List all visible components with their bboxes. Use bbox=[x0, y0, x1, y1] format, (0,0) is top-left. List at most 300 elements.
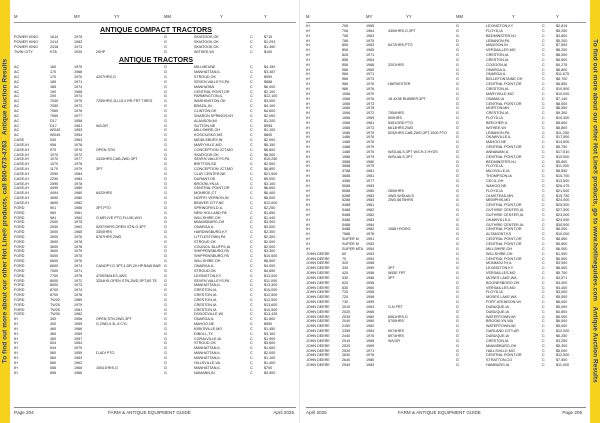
make: FORD bbox=[14, 297, 25, 302]
condition: G bbox=[164, 302, 167, 307]
condition: G bbox=[456, 159, 459, 164]
issue-date: April 2025 bbox=[306, 410, 327, 415]
location: MARYVILLE,MO bbox=[194, 142, 222, 147]
year: 1958 bbox=[366, 280, 375, 285]
make: JOHN DEERE bbox=[306, 358, 330, 363]
sale-type: C bbox=[250, 331, 253, 336]
make: CASE-IH bbox=[14, 181, 29, 186]
price: $8,550 bbox=[556, 169, 568, 174]
model: 2010 bbox=[342, 304, 351, 309]
price: $1,293 bbox=[264, 39, 276, 44]
make: CASE-IH bbox=[14, 142, 29, 147]
notes: G,N FRT bbox=[388, 304, 403, 309]
model: 3788 bbox=[342, 169, 351, 174]
price: $26,475 bbox=[556, 183, 570, 188]
make: FORD bbox=[14, 254, 25, 259]
location: GUTHRIE CENTER,IA bbox=[486, 208, 524, 213]
make: JOHN DEERE bbox=[306, 300, 330, 305]
model: 4490 bbox=[50, 186, 59, 191]
year: 1969 bbox=[366, 67, 375, 72]
model: 856 bbox=[342, 62, 349, 67]
year: 1981 bbox=[366, 120, 375, 125]
price: $6,600 bbox=[264, 147, 276, 152]
year: 1956 bbox=[74, 317, 83, 322]
price: $13,000 bbox=[264, 273, 278, 278]
location: CLAY CENTER,NE bbox=[194, 171, 226, 176]
price: $2,300 bbox=[264, 234, 276, 239]
model: 2510 bbox=[342, 338, 351, 343]
model: 170 bbox=[50, 70, 57, 75]
model: 5488 bbox=[342, 217, 351, 222]
make: FORD bbox=[14, 249, 25, 254]
sale-type: C bbox=[250, 65, 253, 70]
year: 1982 bbox=[366, 208, 375, 213]
notes: HARVESTER bbox=[388, 82, 411, 87]
year: 1980 bbox=[74, 186, 83, 191]
location: FLOYD,IA bbox=[486, 28, 503, 33]
year: 1976 bbox=[74, 108, 83, 113]
location: CONCEPTION JCT,MO bbox=[194, 167, 233, 172]
sale-type: C bbox=[542, 67, 545, 72]
condition: G bbox=[164, 84, 167, 89]
condition: G bbox=[456, 348, 459, 353]
model: 970 bbox=[50, 147, 57, 152]
make: AC bbox=[14, 123, 20, 128]
price: $2,000 bbox=[264, 351, 276, 356]
make: IH bbox=[14, 331, 18, 336]
sale-type: C bbox=[542, 280, 545, 285]
make: FORD bbox=[14, 312, 25, 317]
price: $4,600 bbox=[556, 309, 568, 314]
price: $24,000 bbox=[556, 217, 570, 222]
model: 2090 bbox=[50, 171, 59, 176]
sale-type: C bbox=[542, 358, 545, 363]
model: 966 bbox=[342, 72, 349, 77]
make: CASE-IH bbox=[14, 191, 29, 196]
notes: 7250HRS,11L15.4 RR FRT TIRES bbox=[96, 99, 153, 104]
year: 1966 bbox=[74, 370, 83, 375]
condition: G bbox=[456, 198, 459, 203]
year: 1982 bbox=[74, 201, 83, 205]
price: $2,819 bbox=[556, 24, 568, 28]
notes: 2800HRS bbox=[388, 188, 404, 193]
location: SEVEN VALLEYS,PA bbox=[194, 157, 230, 162]
price: $5,600 bbox=[556, 241, 568, 246]
make: IH bbox=[14, 370, 18, 375]
sale-type: C bbox=[542, 96, 545, 101]
year: 1974 bbox=[74, 263, 83, 268]
year: 1976 bbox=[74, 259, 83, 264]
notes: 3433HRS,CAB,2WD,3PT bbox=[96, 157, 138, 162]
year: 1982 bbox=[74, 312, 83, 317]
price: $12,100 bbox=[264, 94, 278, 99]
make: JOHN DEERE bbox=[306, 295, 330, 300]
make: IH bbox=[14, 317, 18, 322]
location: ANNAWAN,IL bbox=[486, 149, 509, 154]
location: CRESTON,IA bbox=[486, 111, 509, 116]
price: $3,000 bbox=[556, 290, 568, 295]
price: $5,000 bbox=[556, 348, 568, 353]
model: 3588 bbox=[342, 159, 351, 164]
sale-type: C bbox=[250, 249, 253, 254]
column-header-label: M bbox=[306, 14, 310, 19]
model: 8000 bbox=[50, 278, 59, 283]
sale-type: C bbox=[250, 317, 253, 322]
year: 1980 bbox=[366, 314, 375, 319]
condition: G bbox=[164, 89, 167, 94]
price: $5,300 bbox=[556, 343, 568, 348]
year: 1964 bbox=[366, 57, 375, 62]
condition: G bbox=[456, 72, 459, 77]
year: 1980 bbox=[366, 188, 375, 193]
location: CRESTON,IA bbox=[194, 307, 217, 312]
sale-type: C bbox=[542, 183, 545, 188]
condition: G bbox=[164, 351, 167, 356]
make: IH bbox=[306, 28, 310, 33]
year: 1973 bbox=[366, 77, 375, 82]
sale-type: C bbox=[250, 113, 253, 118]
model: 60 bbox=[342, 251, 347, 256]
year: 1970 bbox=[74, 75, 83, 80]
year: 1976 bbox=[366, 135, 375, 140]
notes: 7554HRS bbox=[388, 111, 404, 116]
location: STROUD,OK bbox=[194, 75, 216, 80]
condition: G bbox=[456, 271, 459, 276]
make: IH bbox=[306, 135, 310, 140]
year: 1972 bbox=[74, 152, 83, 157]
sale-type: C bbox=[542, 271, 545, 276]
location: WATERTOWN,WI bbox=[486, 314, 516, 319]
model: 3000 bbox=[50, 230, 59, 235]
condition: G bbox=[456, 246, 459, 251]
model: 2940 bbox=[342, 363, 351, 368]
year: 1954 bbox=[74, 133, 83, 138]
model: 706 bbox=[342, 28, 349, 33]
right-footer-divider bbox=[306, 407, 586, 408]
year: 1973 bbox=[74, 104, 83, 109]
year: 1966 bbox=[74, 365, 83, 370]
year: 1951 bbox=[366, 237, 375, 242]
location: BRAZIL,IN bbox=[194, 104, 212, 109]
year: 1982 bbox=[366, 227, 375, 232]
price: $10,500 bbox=[264, 254, 278, 259]
sale-type: C bbox=[250, 142, 253, 147]
notes: 6613HRS,2WD bbox=[388, 125, 414, 130]
make: POWER KING bbox=[14, 39, 38, 44]
make: IH bbox=[306, 72, 310, 77]
right-footer bbox=[306, 410, 586, 418]
model: 4386 bbox=[342, 179, 351, 183]
make: IH bbox=[306, 174, 310, 179]
make: JOHN DEERE bbox=[306, 343, 330, 348]
issue-date: April 2025 bbox=[273, 410, 294, 415]
model: 320 bbox=[342, 261, 349, 266]
model: 3688 bbox=[342, 174, 351, 179]
make: AC bbox=[14, 133, 20, 138]
model: 3588 bbox=[342, 164, 351, 169]
condition: G bbox=[164, 215, 167, 220]
price: $1,900 bbox=[264, 336, 276, 341]
condition: G bbox=[164, 181, 167, 186]
model: D17 bbox=[50, 123, 57, 128]
listing-row bbox=[306, 363, 586, 368]
condition: G bbox=[164, 249, 167, 254]
sale-type: C bbox=[250, 108, 253, 113]
sale-type: C bbox=[250, 138, 253, 143]
notes: 4300HRS,G,3PT bbox=[388, 28, 416, 33]
model: 5088 bbox=[342, 188, 351, 193]
price: $1,800 bbox=[264, 317, 276, 322]
model: 960 bbox=[50, 210, 57, 215]
make: IH bbox=[306, 48, 310, 53]
model: 2150 bbox=[342, 324, 351, 329]
right-header-divider bbox=[306, 22, 586, 23]
make: IH bbox=[14, 322, 18, 327]
price: $2,000 bbox=[264, 244, 276, 249]
condition: G bbox=[164, 79, 167, 84]
condition: G bbox=[164, 104, 167, 109]
sale-type: C bbox=[542, 266, 545, 271]
price: $5,250 bbox=[556, 28, 568, 33]
condition: G bbox=[456, 212, 459, 217]
condition: G bbox=[164, 365, 167, 370]
location: OKAWVILLE,IL bbox=[486, 217, 512, 222]
sale-type: C bbox=[250, 176, 253, 181]
model: 966 bbox=[342, 77, 349, 82]
location: HARDINSBURG,KY bbox=[194, 230, 228, 235]
location: WILLSHIRE,OH bbox=[194, 215, 221, 220]
year: 1974 bbox=[74, 94, 83, 99]
model: 2520 bbox=[342, 348, 351, 353]
location: WITHEE,WI bbox=[194, 49, 214, 54]
sale-type: C bbox=[542, 91, 545, 96]
year: 1982 bbox=[366, 324, 375, 329]
location: OLMSTEAD,MN bbox=[486, 193, 514, 198]
make: IH bbox=[306, 183, 310, 188]
year: 1981 bbox=[366, 169, 375, 174]
sale-type: C bbox=[250, 365, 253, 370]
notes: 18.4X38 RUBBER,3PT bbox=[388, 96, 426, 101]
notes: D,ADI PTO bbox=[96, 351, 115, 356]
sale-type: C bbox=[250, 356, 253, 360]
make: IH bbox=[14, 365, 18, 370]
year: 1956 bbox=[366, 271, 375, 276]
price: $9,300 bbox=[556, 111, 568, 116]
condition: G bbox=[456, 261, 459, 266]
year: 1959 bbox=[74, 351, 83, 356]
location: FORT ATKINSON,WI bbox=[486, 300, 521, 305]
location: MOSES LAKE,WA bbox=[486, 275, 517, 280]
condition: G bbox=[456, 111, 459, 116]
condition: G bbox=[456, 149, 459, 154]
year: 1982 bbox=[366, 212, 375, 217]
model: 190 bbox=[50, 89, 57, 94]
make: IH bbox=[306, 57, 310, 62]
make: AC bbox=[14, 113, 20, 118]
make: JOHN DEERE bbox=[306, 271, 330, 276]
price: $6,000 bbox=[556, 314, 568, 319]
price: $2,250 bbox=[264, 205, 276, 210]
condition: G bbox=[164, 225, 167, 230]
year: 1974 bbox=[74, 84, 83, 89]
year: 1972 bbox=[74, 278, 83, 283]
sale-type: C bbox=[542, 140, 545, 145]
price: $6,000 bbox=[264, 84, 276, 89]
notes: W/DUALS,3PT W/CH,3 HYDS bbox=[388, 149, 438, 154]
location: CENTRAL POINT,OR bbox=[486, 154, 522, 159]
model: 1586 bbox=[342, 154, 351, 159]
column-header-label: MM bbox=[456, 14, 463, 19]
price: $21,500 bbox=[264, 171, 278, 176]
location: WITHEE,WI bbox=[486, 125, 506, 130]
condition: G bbox=[456, 343, 459, 348]
location: DURANT,OK bbox=[194, 176, 216, 181]
year: 1971 bbox=[366, 53, 375, 58]
location: MAHOO,NE bbox=[194, 322, 215, 327]
model: 3600 bbox=[50, 244, 59, 249]
condition: G bbox=[456, 67, 459, 72]
sale-type: C bbox=[542, 232, 545, 237]
model: 530 bbox=[50, 138, 57, 143]
make: FORD bbox=[14, 220, 25, 225]
price: $7,140 bbox=[556, 96, 568, 101]
location: CLINTON,OK bbox=[194, 108, 217, 113]
sale-type: C bbox=[542, 222, 545, 227]
condition: G bbox=[164, 220, 167, 225]
price: $10,250 bbox=[264, 157, 278, 162]
location: CONCEPTION JCT,MO bbox=[194, 147, 233, 152]
price: $3,800 bbox=[556, 33, 568, 38]
sale-type: C bbox=[542, 208, 545, 213]
left-side-strip bbox=[0, 0, 10, 423]
condition: G bbox=[164, 239, 167, 244]
price: $3,000 bbox=[264, 225, 276, 230]
year: 1983 bbox=[366, 193, 375, 198]
condition: G bbox=[164, 123, 167, 128]
condition: G bbox=[456, 222, 459, 227]
price: $6,000 bbox=[556, 246, 568, 251]
sale-type: C bbox=[542, 77, 545, 82]
sale-type: C bbox=[542, 179, 545, 183]
make: IH bbox=[306, 43, 310, 48]
make: AC bbox=[14, 79, 20, 84]
location: SHARON SPRINGS,NY bbox=[194, 113, 234, 118]
model: TW25 bbox=[50, 302, 60, 307]
make: CASE-IH bbox=[14, 196, 29, 201]
price: $9,000 bbox=[264, 176, 276, 181]
year: 1965 bbox=[366, 48, 375, 53]
condition: G bbox=[164, 230, 167, 235]
location: MIAMISBURG,OH bbox=[486, 343, 517, 348]
model: TW30 bbox=[50, 312, 60, 317]
sale-type: C bbox=[250, 147, 253, 152]
sale-type: C bbox=[250, 351, 253, 356]
notes: W/LDR bbox=[388, 338, 400, 343]
condition: G bbox=[456, 266, 459, 271]
make: IH bbox=[306, 188, 310, 193]
condition: G bbox=[456, 256, 459, 261]
model: 5088 bbox=[342, 183, 351, 188]
year: 1959 bbox=[74, 331, 83, 336]
make: IH bbox=[306, 96, 310, 101]
sale-type: C bbox=[250, 191, 253, 196]
year: 1968 bbox=[366, 62, 375, 67]
price: $3,250 bbox=[556, 338, 568, 343]
location: DUBUQUE,IA bbox=[486, 309, 509, 314]
make: IH bbox=[306, 241, 310, 246]
price: $2,300 bbox=[264, 230, 276, 235]
model: 5000 bbox=[50, 254, 59, 259]
location: CRESTON,IA bbox=[486, 86, 509, 91]
price: $5,000 bbox=[556, 295, 568, 300]
model: 7000 bbox=[50, 268, 59, 273]
model: 3600 bbox=[50, 249, 59, 254]
model: 5488 bbox=[342, 212, 351, 217]
make: AC bbox=[14, 89, 20, 94]
year: 1980 bbox=[74, 297, 83, 302]
location: COGGON,IA bbox=[486, 62, 508, 67]
location: ONARGA,IL bbox=[194, 263, 215, 268]
condition: G bbox=[164, 176, 167, 181]
model: 8700 bbox=[50, 288, 59, 293]
sale-type: C bbox=[542, 48, 545, 53]
sale-type: C bbox=[542, 338, 545, 343]
model: 185 bbox=[50, 84, 57, 89]
notes: CANOPY,G 3PT,4 DR,20 HP,RAW BAR bbox=[96, 263, 161, 268]
location: LEXINGTON,KY bbox=[486, 24, 514, 28]
make: IH bbox=[306, 53, 310, 58]
sale-type: C bbox=[250, 278, 253, 283]
make: JOHN DEERE bbox=[306, 334, 330, 338]
condition: G bbox=[456, 48, 459, 53]
location: MIAMISBURG,OH bbox=[194, 220, 225, 225]
year: 1953 bbox=[366, 251, 375, 256]
condition: G bbox=[164, 307, 167, 312]
year: 1962 bbox=[74, 225, 83, 230]
price: $995 bbox=[264, 123, 273, 128]
sale-type: C bbox=[250, 201, 253, 205]
model: 400 bbox=[50, 322, 57, 327]
column-header-label: Y bbox=[220, 14, 223, 19]
year: 1966 bbox=[366, 309, 375, 314]
model: 981 bbox=[50, 215, 57, 220]
model: 4494 bbox=[50, 191, 59, 196]
location: HALLSVILLE,MO bbox=[486, 348, 515, 353]
condition: G bbox=[456, 101, 459, 106]
year: 1980 bbox=[366, 358, 375, 363]
price: $1,100 bbox=[264, 128, 276, 133]
condition: G bbox=[456, 82, 459, 87]
condition: G bbox=[164, 278, 167, 283]
model: 7588 bbox=[342, 232, 351, 237]
column-header-label: MY bbox=[366, 14, 373, 19]
make: AC bbox=[14, 118, 20, 123]
price: $1,600 bbox=[264, 346, 276, 351]
model: 1486 bbox=[342, 149, 351, 154]
sale-type: C bbox=[542, 246, 545, 251]
condition: G bbox=[456, 140, 459, 145]
model: 560 bbox=[50, 360, 57, 365]
model: 706 bbox=[342, 33, 349, 38]
notes: 5451GRD PTO bbox=[388, 120, 413, 125]
location: MANHATTAN,IL bbox=[194, 356, 221, 360]
sale-type: C bbox=[250, 326, 253, 331]
notes: 3PT bbox=[388, 275, 395, 280]
year: 1968 bbox=[74, 89, 83, 94]
sale-type: C bbox=[250, 181, 253, 186]
condition: G bbox=[164, 346, 167, 351]
right-side-strip bbox=[590, 0, 600, 423]
